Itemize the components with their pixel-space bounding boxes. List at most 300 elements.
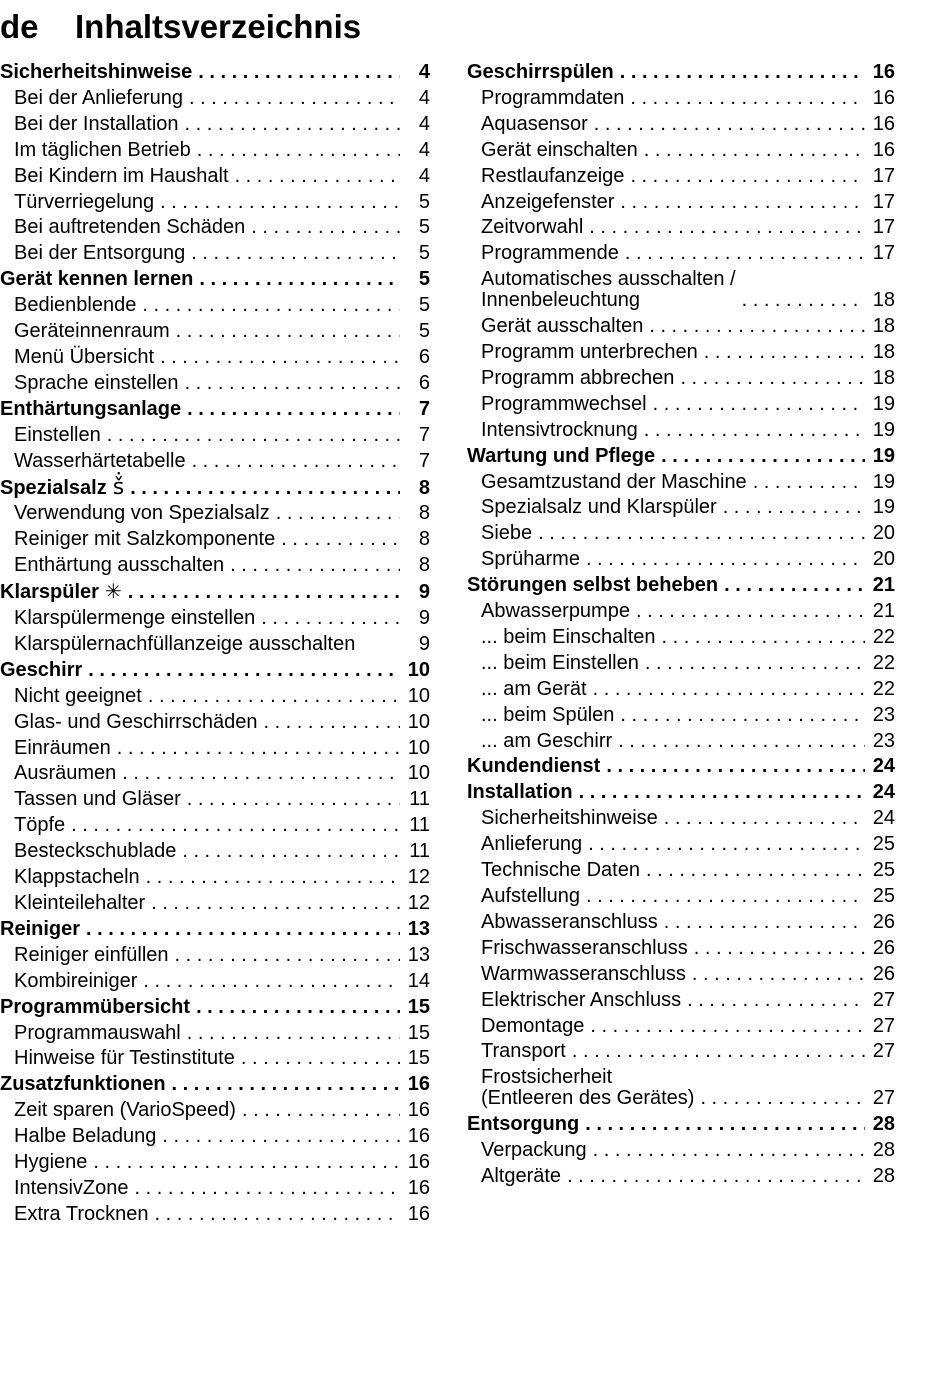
toc-page-number: 24 xyxy=(872,755,895,778)
toc-entry-text: Kundendienst xyxy=(467,755,601,778)
dot-leader xyxy=(185,371,400,397)
toc-subsection-entry[interactable] xyxy=(467,1138,895,1164)
dot-leader xyxy=(590,1014,865,1040)
toc-entry-label xyxy=(14,1046,235,1072)
toc-page-number: 13 xyxy=(407,917,430,940)
toc-entry-text: Enthärtung ausschalten xyxy=(14,554,225,577)
toc-entry-text: Zeit sparen (VarioSpeed) xyxy=(14,1099,236,1122)
toc-column-right xyxy=(467,60,895,1190)
toc-section-entry[interactable] xyxy=(0,1072,430,1098)
toc-page-number: 22 xyxy=(872,651,895,674)
toc-section-entry[interactable] xyxy=(0,475,430,502)
toc-entry-text: Klarspülermenge einstellen xyxy=(14,607,256,630)
toc-subsection-entry[interactable] xyxy=(0,319,430,345)
toc-subsection-entry[interactable] xyxy=(0,423,430,449)
toc-entry-label xyxy=(14,684,142,710)
toc-page-number: 15 xyxy=(407,1021,430,1044)
toc-subsection-entry[interactable] xyxy=(467,470,895,496)
toc-subsection-entry[interactable] xyxy=(0,787,430,813)
toc-section-entry[interactable] xyxy=(467,780,895,806)
toc-page-number: 19 xyxy=(872,496,895,519)
toc-entry-text: Halbe Beladung xyxy=(14,1125,157,1148)
toc-page-number: 10 xyxy=(407,684,430,707)
toc-entry-label xyxy=(14,319,170,345)
toc-page-number: 21 xyxy=(872,600,895,623)
toc-page-number: 19 xyxy=(872,392,895,415)
toc-entry-label xyxy=(0,995,190,1021)
toc-subsection-entry[interactable] xyxy=(0,1021,430,1047)
toc-entry-label xyxy=(467,1112,579,1138)
dot-leader xyxy=(162,1124,400,1150)
toc-entry-label xyxy=(14,813,65,839)
dot-leader xyxy=(143,969,400,995)
dot-leader xyxy=(93,1150,400,1176)
toc-page-number: 7 xyxy=(418,397,430,420)
toc-entry-text: Menü Übersicht xyxy=(14,345,155,368)
dot-leader xyxy=(185,112,400,138)
toc-page-number: 11 xyxy=(409,840,430,863)
toc-entry-label xyxy=(14,891,145,917)
dot-leader xyxy=(644,138,865,164)
toc-entry-text: Programm unterbrechen xyxy=(481,340,698,363)
toc-column-left xyxy=(0,60,430,1228)
toc-subsection-entry[interactable] xyxy=(467,884,895,910)
toc-page-number: 5 xyxy=(418,268,430,291)
toc-subsection-entry[interactable] xyxy=(0,86,430,112)
dot-leader xyxy=(151,891,400,917)
dot-leader xyxy=(646,858,865,884)
toc-subsection-entry[interactable] xyxy=(0,553,430,579)
toc-page-number: 14 xyxy=(407,969,430,992)
toc-entry-label xyxy=(481,164,624,190)
dot-leader xyxy=(753,470,865,496)
toc-page-number: 26 xyxy=(872,962,895,985)
dot-leader xyxy=(589,215,865,241)
toc-subsection-entry[interactable] xyxy=(0,527,430,553)
toc-subsection-entry[interactable] xyxy=(0,501,430,527)
toc-page-number: 4 xyxy=(418,61,430,83)
toc-entry-label xyxy=(14,1176,129,1202)
dot-leader xyxy=(700,1088,865,1109)
dot-leader xyxy=(661,444,865,470)
toc-subsection-entry[interactable] xyxy=(0,606,430,632)
toc-subsection-entry[interactable] xyxy=(0,1150,430,1176)
toc-entry-label xyxy=(481,1014,584,1040)
toc-page-number: 5 xyxy=(418,216,430,239)
toc-entry-label xyxy=(481,729,612,755)
toc-entry-label xyxy=(0,658,82,684)
toc-subsection-entry[interactable] xyxy=(0,943,430,969)
toc-entry-label xyxy=(481,418,638,444)
toc-entry-text: Bei der Installation xyxy=(14,112,179,135)
toc-subsection-entry[interactable] xyxy=(0,164,430,190)
toc-subsection-entry[interactable] xyxy=(0,215,430,241)
dot-leader xyxy=(649,314,865,340)
toc-entry-label xyxy=(14,632,355,658)
toc-subsection-entry[interactable] xyxy=(467,858,895,884)
toc-entry-label xyxy=(0,475,124,502)
dot-leader xyxy=(122,761,400,787)
toc-entry-text: Bedienblende xyxy=(14,294,137,317)
dot-leader xyxy=(199,267,400,293)
toc-page-number: 9 xyxy=(418,581,430,604)
toc-subsection-entry[interactable] xyxy=(467,806,895,832)
toc-subsection-entry[interactable] xyxy=(467,599,895,625)
dot-leader xyxy=(653,392,865,418)
toc-entry-label xyxy=(14,736,111,762)
toc-page-number: 19 xyxy=(872,418,895,441)
toc-page-number: 10 xyxy=(407,710,430,733)
toc-entry-text: Bei der Anlieferung xyxy=(14,86,184,109)
toc-subsection-entry[interactable] xyxy=(467,1164,895,1190)
toc-page-number: 16 xyxy=(407,1125,430,1148)
toc-subsection-entry[interactable] xyxy=(0,684,430,710)
toc-page-number: 22 xyxy=(872,625,895,648)
toc-entry-label xyxy=(14,241,185,267)
toc-subsection-entry[interactable] xyxy=(467,164,895,190)
toc-entry-text: ... am Geschirr xyxy=(481,729,613,752)
toc-entry-text: Reiniger einfüllen xyxy=(14,943,169,966)
toc-page-number: 5 xyxy=(418,190,430,213)
toc-entry-label xyxy=(14,371,179,397)
toc-page-number: 23 xyxy=(872,703,895,726)
dot-leader xyxy=(636,599,865,625)
toc-section-entry[interactable] xyxy=(467,1112,895,1138)
toc-page-number: 21 xyxy=(872,574,895,597)
toc-subsection-entry[interactable] xyxy=(0,371,430,397)
toc-subsection-entry[interactable] xyxy=(0,241,430,267)
toc-subsection-entry[interactable] xyxy=(467,547,895,573)
toc-subsection-entry[interactable] xyxy=(467,962,895,988)
dot-leader xyxy=(235,164,400,190)
toc-subsection-entry[interactable] xyxy=(467,651,895,677)
toc-page-number: 9 xyxy=(418,632,430,655)
toc-subsection-entry[interactable] xyxy=(467,1014,895,1040)
toc-page-number: 4 xyxy=(418,112,430,135)
toc-entry-text: Türverriegelung xyxy=(14,190,155,213)
dot-leader xyxy=(704,340,865,366)
toc-section-entry[interactable] xyxy=(0,397,430,423)
toc-page-number: 19 xyxy=(872,470,895,493)
toc-entry-text: Einstellen xyxy=(14,423,101,446)
toc-entry-label xyxy=(14,1021,181,1047)
toc-subsection-entry[interactable] xyxy=(0,891,430,917)
toc-page-number: 18 xyxy=(872,289,895,312)
toc-entry-text: Geschirrspülen xyxy=(467,61,614,83)
toc-entry-text: Installation xyxy=(467,781,573,804)
toc-entry-text: ... am Gerät xyxy=(481,677,587,700)
toc-subsection-entry[interactable] xyxy=(467,936,895,962)
toc-subsection-entry[interactable] xyxy=(467,215,895,241)
dot-leader xyxy=(588,832,865,858)
toc-page-number: 15 xyxy=(407,1047,430,1070)
toc-subsection-entry[interactable] xyxy=(467,138,895,164)
dot-leader xyxy=(644,418,865,444)
toc-entry-label xyxy=(14,1098,236,1124)
toc-page-number: 19 xyxy=(872,444,895,467)
toc-subsection-entry[interactable] xyxy=(0,839,430,865)
toc-entry-text: Im täglichen Betrieb xyxy=(14,138,191,161)
toc-entry-text: Verpackung xyxy=(481,1139,587,1162)
toc-entry-label xyxy=(481,495,717,521)
toc-subsection-entry[interactable] xyxy=(0,1176,430,1202)
toc-entry-text: Programm abbrechen xyxy=(481,366,675,389)
toc-entry-label xyxy=(14,345,154,371)
toc-page-number: 27 xyxy=(872,988,895,1011)
page-header xyxy=(0,8,361,46)
dot-leader xyxy=(645,651,865,677)
dot-leader xyxy=(586,547,865,573)
toc-page-number: 25 xyxy=(872,859,895,882)
toc-entry-text: Gerät ausschalten xyxy=(481,315,644,338)
toc-subsection-entry[interactable] xyxy=(467,729,895,755)
toc-subsection-entry[interactable] xyxy=(467,988,895,1014)
toc-page-number: 6 xyxy=(418,371,430,394)
toc-page-number: 10 xyxy=(407,736,430,759)
toc-page-number: 7 xyxy=(418,449,430,472)
toc-subsection-entry[interactable] xyxy=(467,112,895,138)
toc-entry-text: Intensivtrocknung xyxy=(481,418,638,441)
toc-entry-label xyxy=(14,943,169,969)
toc-entry-text: Bei der Entsorgung xyxy=(14,242,186,265)
toc-entry-text: Bei auftretenden Schäden xyxy=(14,216,246,239)
dot-leader xyxy=(261,606,400,632)
toc-entry-text: Zusatzfunktionen xyxy=(0,1073,166,1096)
dot-leader xyxy=(593,1138,865,1164)
dot-leader xyxy=(71,813,400,839)
toc-subsection-entry[interactable] xyxy=(467,832,895,858)
dot-leader xyxy=(187,397,400,423)
toc-entry-text: Enthärtungsanlage xyxy=(0,397,182,420)
toc-section-entry[interactable] xyxy=(0,60,430,86)
toc-page-number: 26 xyxy=(872,910,895,933)
toc-entry-text: Programmauswahl xyxy=(14,1021,181,1044)
toc-subsection-entry[interactable] xyxy=(0,736,430,762)
toc-page-number: 16 xyxy=(872,61,895,83)
toc-section-entry[interactable] xyxy=(0,995,430,1021)
toc-entry-text: Gerät kennen lernen xyxy=(0,268,194,291)
toc-page-number: 16 xyxy=(872,112,895,135)
dot-leader xyxy=(630,164,865,190)
toc-entry-label xyxy=(14,969,137,995)
dot-leader xyxy=(198,60,400,86)
toc-entry-label-line: (Entleeren des Gerätes) xyxy=(481,1087,695,1110)
toc-page-number: 18 xyxy=(872,366,895,389)
toc-subsection-entry[interactable] xyxy=(0,293,430,319)
dot-leader xyxy=(187,1021,400,1047)
toc-subsection-entry[interactable] xyxy=(467,910,895,936)
dot-leader xyxy=(128,580,400,606)
toc-section-entry[interactable] xyxy=(0,917,430,943)
dot-leader xyxy=(146,865,400,891)
toc-subsection-entry[interactable] xyxy=(467,1065,895,1112)
dot-leader xyxy=(263,710,400,736)
toc-entry-label xyxy=(481,547,580,573)
toc-page-number: 17 xyxy=(872,164,895,187)
toc-section-entry[interactable] xyxy=(467,573,895,599)
toc-entry-text: Nicht geeignet xyxy=(14,684,142,707)
toc-subsection-entry[interactable] xyxy=(0,969,430,995)
toc-entry-text: Restlaufanzeige xyxy=(481,164,625,187)
toc-subsection-entry[interactable] xyxy=(467,1039,895,1065)
toc-subsection-entry[interactable] xyxy=(467,495,895,521)
toc-entry-text: Reiniger xyxy=(0,917,81,940)
toc-entry-label xyxy=(467,573,718,599)
toc-page-number: 25 xyxy=(872,885,895,907)
toc-entry-label xyxy=(481,677,587,703)
dot-leader xyxy=(117,736,400,762)
dot-leader xyxy=(620,60,865,86)
toc-page-number: 8 xyxy=(418,554,430,577)
dot-leader xyxy=(182,839,400,865)
toc-entry-text: Zeitvorwahl xyxy=(481,216,584,239)
toc-subsection-entry[interactable] xyxy=(0,190,430,216)
toc-entry-text: Programmübersicht xyxy=(0,995,191,1018)
toc-subsection-entry[interactable] xyxy=(467,190,895,216)
toc-subsection-entry[interactable] xyxy=(0,1202,430,1228)
page-title: Inhaltsverzeichnis xyxy=(75,8,362,45)
toc-subsection-entry[interactable] xyxy=(467,267,895,314)
toc-entry-label xyxy=(481,366,674,392)
toc-page-number: 18 xyxy=(872,340,895,363)
toc-subsection-entry[interactable] xyxy=(0,632,430,658)
language-code: de xyxy=(0,8,39,45)
toc-subsection-entry[interactable] xyxy=(0,813,430,839)
toc-page-number: 28 xyxy=(872,1139,895,1162)
toc-subsection-entry[interactable] xyxy=(0,710,430,736)
dot-leader xyxy=(664,910,865,936)
toc-subsection-entry[interactable] xyxy=(0,345,430,371)
toc-page-number: 10 xyxy=(407,762,430,785)
toc-entry-text: Bei Kindern im Haushalt xyxy=(14,164,229,187)
toc-entry-label xyxy=(481,269,736,311)
dot-leader xyxy=(86,917,400,943)
toc-page-number: 18 xyxy=(872,315,895,338)
dot-leader xyxy=(572,1039,865,1065)
toc-page-number: 11 xyxy=(409,788,430,811)
toc-entry-text: Entsorgung xyxy=(467,1113,580,1136)
dot-leader xyxy=(620,703,865,729)
toc-entry-label xyxy=(481,599,630,625)
toc-entry-text: IntensivZone xyxy=(14,1176,129,1199)
toc-subsection-entry[interactable] xyxy=(0,1046,430,1072)
toc-entry-text: Spezialsalz xyxy=(0,476,107,499)
toc-entry-label xyxy=(14,1150,87,1176)
dot-leader xyxy=(723,495,865,521)
toc-subsection-entry[interactable] xyxy=(0,138,430,164)
toc-page-number: 16 xyxy=(407,1202,430,1225)
toc-page-number: 23 xyxy=(872,729,895,752)
toc-subsection-entry[interactable] xyxy=(0,761,430,787)
dot-leader xyxy=(618,729,865,755)
toc-section-entry[interactable] xyxy=(0,658,430,684)
toc-subsection-entry[interactable] xyxy=(0,112,430,138)
dot-leader xyxy=(281,527,400,553)
toc-section-entry[interactable] xyxy=(467,444,895,470)
dot-leader xyxy=(620,190,865,216)
toc-entry-label xyxy=(0,579,122,606)
toc-entry-text: Wartung und Pflege xyxy=(467,444,656,467)
toc-entry-label xyxy=(14,190,154,216)
dot-leader xyxy=(142,293,400,319)
toc-subsection-entry[interactable] xyxy=(467,703,895,729)
toc-entry-text: Altgeräte xyxy=(481,1164,562,1187)
toc-section-entry[interactable] xyxy=(0,267,430,293)
toc-entry-text: Aquasensor xyxy=(481,112,588,135)
toc-entry-label xyxy=(481,651,639,677)
toc-subsection-entry[interactable] xyxy=(467,677,895,703)
dot-leader xyxy=(189,86,400,112)
toc-subsection-entry[interactable] xyxy=(467,521,895,547)
toc-page-number: 27 xyxy=(872,1040,895,1063)
toc-subsection-entry[interactable] xyxy=(467,86,895,112)
toc-subsection-entry[interactable] xyxy=(467,418,895,444)
toc-entry-label xyxy=(481,86,624,112)
toc-entry-label xyxy=(481,1164,561,1190)
toc-entry-text: Abwasserpumpe xyxy=(481,600,630,623)
dot-leader xyxy=(196,995,400,1021)
toc-section-entry[interactable] xyxy=(0,579,430,606)
dot-leader xyxy=(148,684,400,710)
toc-entry-text: Wasserhärtetabelle xyxy=(14,449,186,472)
toc-entry-label xyxy=(481,190,614,216)
dot-leader xyxy=(135,1176,400,1202)
dot-leader xyxy=(242,1098,400,1124)
toc-entry-text: Technische Daten xyxy=(481,859,640,882)
dot-leader xyxy=(662,625,865,651)
toc-page-number: 24 xyxy=(872,807,895,830)
toc-page-number: 17 xyxy=(872,216,895,239)
toc-subsection-entry[interactable] xyxy=(0,1124,430,1150)
toc-entry-label xyxy=(481,962,686,988)
toc-entry-text: Programmwechsel xyxy=(481,392,647,415)
toc-entry-text: Reiniger mit Salzkomponente xyxy=(14,528,276,551)
toc-entry-label xyxy=(14,449,186,475)
toc-page-number: 12 xyxy=(407,892,430,914)
dot-leader xyxy=(276,501,400,527)
toc-entry-label xyxy=(14,164,229,190)
dot-leader xyxy=(107,423,400,449)
toc-entry-label xyxy=(481,1039,566,1065)
toc-page-number: 22 xyxy=(872,677,895,700)
toc-subsection-entry[interactable] xyxy=(467,625,895,651)
dot-leader xyxy=(585,1112,865,1138)
dot-leader xyxy=(724,573,865,599)
toc-section-entry[interactable] xyxy=(467,60,895,86)
toc-subsection-entry[interactable] xyxy=(467,392,895,418)
toc-page-number: 8 xyxy=(418,502,430,525)
toc-entry-text: Abwasseranschluss xyxy=(481,910,658,933)
toc-subsection-entry[interactable] xyxy=(467,340,895,366)
toc-subsection-entry[interactable] xyxy=(467,366,895,392)
toc-entry-label xyxy=(481,521,532,547)
toc-entry-text: Tassen und Gläser xyxy=(14,788,181,811)
toc-entry-label xyxy=(481,1067,694,1109)
toc-page-number: 12 xyxy=(407,866,430,889)
toc-subsection-entry[interactable] xyxy=(0,865,430,891)
toc-subsection-entry[interactable] xyxy=(467,241,895,267)
toc-page-number: 15 xyxy=(407,995,430,1018)
toc-subsection-entry[interactable] xyxy=(467,314,895,340)
toc-entry-text: Aufstellung xyxy=(481,885,580,907)
toc-section-entry[interactable] xyxy=(467,754,895,780)
toc-subsection-entry[interactable] xyxy=(0,1098,430,1124)
toc-entry-label xyxy=(467,780,573,806)
dot-leader xyxy=(586,884,865,910)
toc-subsection-entry[interactable] xyxy=(0,449,430,475)
toc-entry-label xyxy=(14,423,101,449)
toc-entry-text: Hinweise für Testinstitute xyxy=(14,1047,235,1070)
